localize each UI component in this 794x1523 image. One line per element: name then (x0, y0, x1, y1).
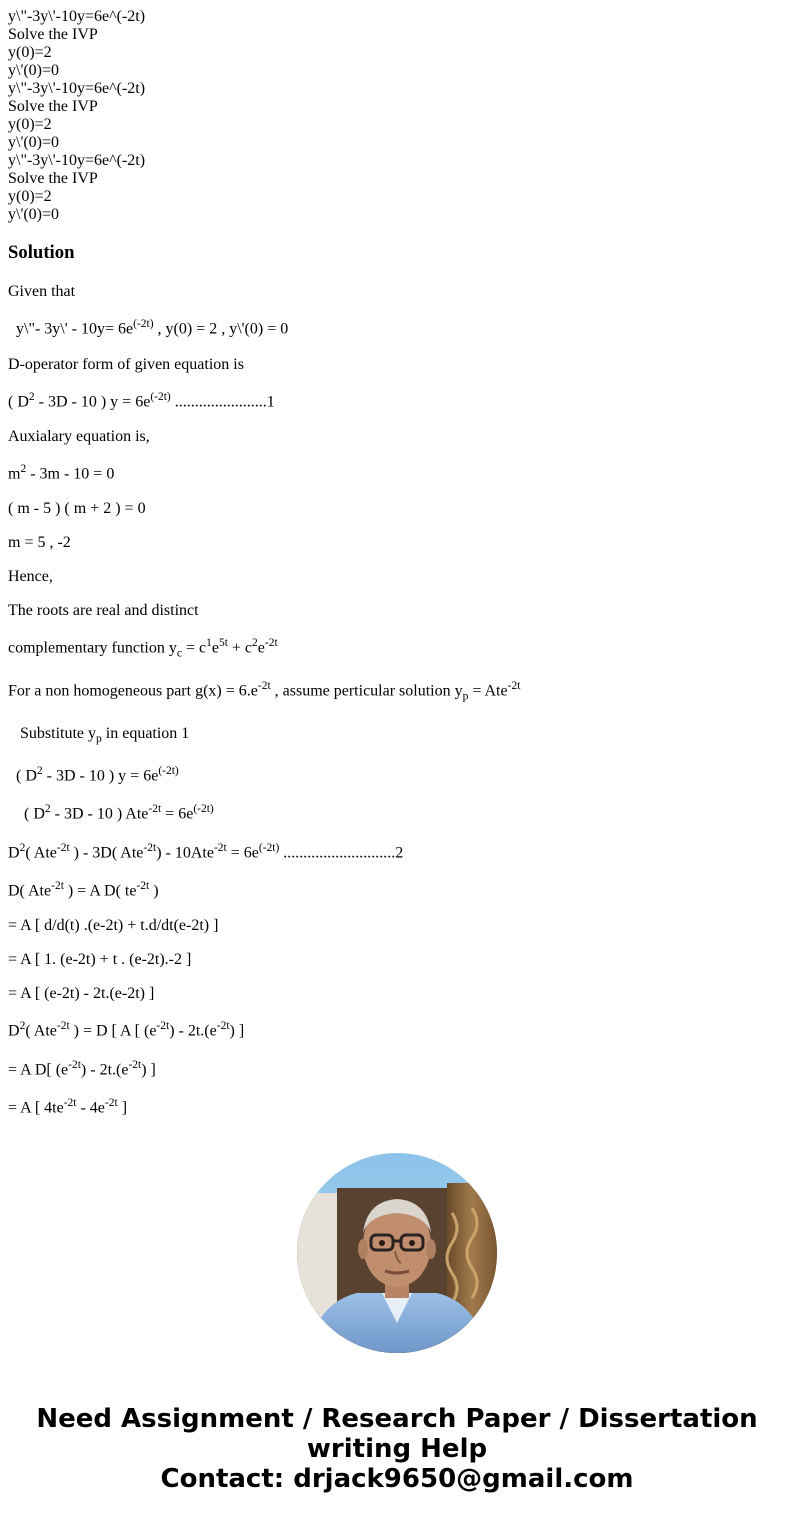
solution-step: For a non homogeneous part $g(x) = 6.e^{-2t}$ , assume perticular solution $y_p = Ate^{-2t}$ (8, 680, 521, 703)
question-line: y\'(0)=0 (8, 206, 60, 223)
solution-step: = A [ 1. (e-2t) + t . (e-2t).-2 ] (8, 951, 192, 968)
solution-step: y\"- 3y\' - $10y= 6e^{(-2t)}$ , y(0) = 2 , y\'(0) = 0 (8, 318, 289, 338)
promo-line: writing Help (306, 1434, 488, 1464)
question-line: y\"-3y\'-10y=6e^(-2t) (8, 152, 146, 169)
solution-heading: Solution (8, 242, 75, 263)
question-line: y\'(0)=0 (8, 134, 60, 151)
solution-step: Substitute $y_p$ in equation 1 (8, 725, 190, 746)
solution-step: complementary function $y_c = c^1e^{5t} + c^2e^{-2t}$ (8, 637, 278, 660)
question-line: y\'(0)=0 (8, 62, 60, 79)
solution-step: D-operator form of given equation is (8, 356, 244, 373)
question-line: y(0)=2 (8, 188, 52, 205)
solution-step: = A [ (e-2t) - 2t.(e-2t) ] (8, 985, 155, 1002)
solution-step: $D^2$( Ate$^{-2t}$ ) - 3D( $Ate^{-2t}) - 10Ate^{-2t} = 6e^{(-2t)}$ ............................2 (8, 842, 404, 862)
solution-step: Hence, (8, 568, 53, 585)
solution-step: $D^2$( Ate$^{-2t}$ ) = D [ A [ $(e^{-2t}) - 2t.(e^{-2t})$ ] (8, 1020, 245, 1040)
question-line: Solve the IVP (8, 26, 98, 43)
solution-step: D( Ate$^{-2t}$ ) = A D( $te^{-2t}$ ) (8, 880, 159, 900)
promo-footer (0, 1404, 794, 1494)
solution-step: The roots are real and distinct (8, 602, 199, 619)
question-block (8, 8, 786, 224)
solution-step: Given that (8, 283, 76, 300)
solution-step: $m^2 - 3m - 10 = 0$ (8, 463, 115, 483)
solution-step: = A D[ $(e^{-2t}) - 2t.(e^{-2t})$ ] (8, 1059, 156, 1079)
question-line: y\"-3y\'-10y=6e^(-2t) (8, 80, 146, 97)
question-line: Solve the IVP (8, 170, 98, 187)
solution-step: Auxialary equation is, (8, 428, 150, 445)
question-line: y(0)=2 (8, 116, 52, 133)
question-line: Solve the IVP (8, 98, 98, 115)
solution-step: ( $D^2 - 3D - 10$ ) $Ate^{-2t} = 6e^{(-2t)}$ (8, 803, 214, 823)
contact-line: Contact: drjack9650@gmail.com (160, 1464, 634, 1494)
author-photo (297, 1153, 497, 1353)
question-line: y\"-3y\'-10y=6e^(-2t) (8, 8, 146, 25)
solution-step: = A [ d/d(t) .(e-2t) + t.d/dt(e-2t) ] (8, 917, 219, 934)
solution-step: ( $D^2 - 3D - 10$ ) $y = 6e^{(-2t)}$ .......................1 (8, 391, 275, 411)
question-line: y(0)=2 (8, 44, 52, 61)
solution-step: ( $D^2 - 3D - 10$ ) $y = 6e^{(-2t)}$ (8, 765, 179, 785)
solution-step: m = 5 , -2 (8, 534, 71, 551)
promo-line: Need Assignment / Research Paper / Dissertation (36, 1404, 758, 1434)
solution-step: = A [ $4te^{-2t} - 4e^{-2t}$ ] (8, 1097, 128, 1117)
portrait-icon (297, 1153, 497, 1353)
solution-step: ( m - 5 ) ( m + 2 ) = 0 (8, 500, 146, 517)
